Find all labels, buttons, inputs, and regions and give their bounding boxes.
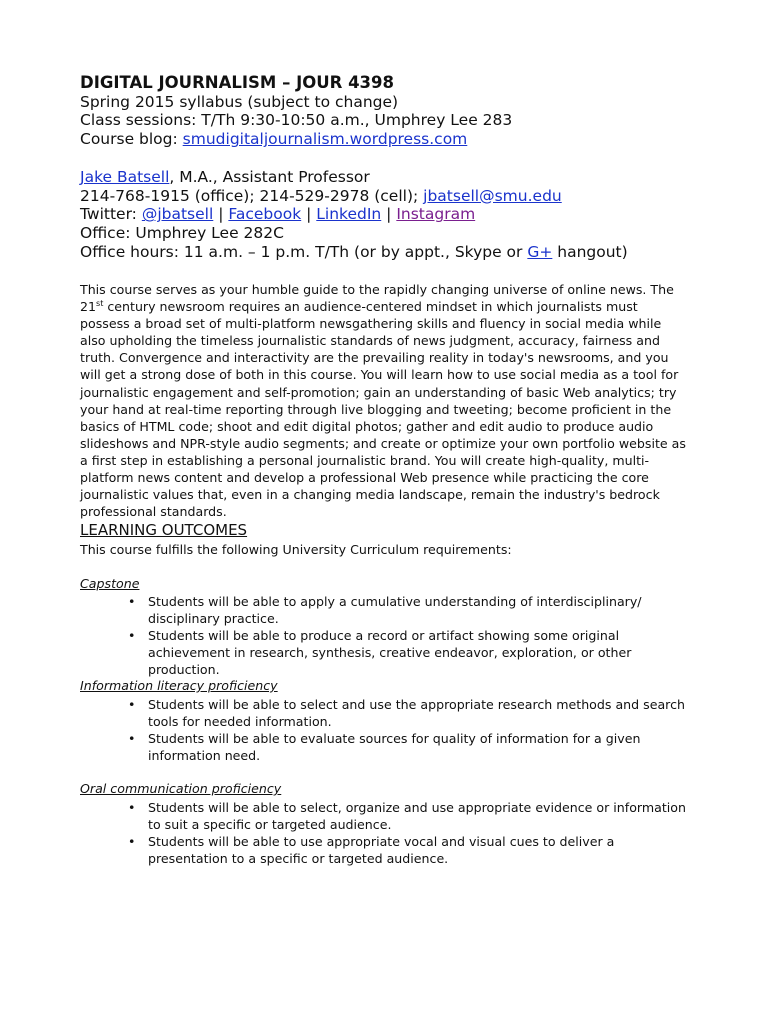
- office-hours-text: Office hours: 11 a.m. – 1 p.m. T/Th (or by appt., Skype or: [80, 242, 528, 261]
- linkedin-link[interactable]: LinkedIn: [316, 205, 382, 224]
- list-item-text: Students will be able to select, organize and use appropriate evidence or information to suit a specific or targeted audience.: [148, 800, 686, 833]
- list-item-text: Students will be able to select and use the appropriate research methods and search tools for needed information.: [148, 697, 685, 730]
- course-blog-line: [80, 130, 512, 149]
- twitter-link[interactable]: @jbatsell: [141, 205, 214, 224]
- course-title: DIGITAL JOURNALISM – JOUR 4398: [80, 73, 394, 92]
- twitter-label: Twitter:: [80, 205, 142, 224]
- social-links-line: [80, 205, 628, 224]
- list-item-text: Students will be able to evaluate sources for quality of information for a given information need.: [148, 731, 641, 764]
- learning-outcomes-heading-text: LEARNING OUTCOMES: [80, 521, 248, 539]
- instructor-title: , M.A., Assistant Professor: [169, 168, 370, 186]
- list-item: [128, 627, 690, 678]
- ordinal-superscript: st: [96, 298, 104, 308]
- capstone-list: [128, 593, 690, 678]
- capstone-subheading: Capstone: [80, 576, 140, 591]
- list-item: [128, 833, 690, 867]
- course-description-text-cont: century newsroom requires an audience-centered mindset in which journalists must possess a broad set of multi-platform newsgathering skills and fluency in social media while also upholding the timeless journalistic standards of news judgment, accuracy, fairness and truth. Convergence and interactivity are the prevailing reality in today's newsrooms, and you will get a strong dose of both in this course. You will learn how to use social media as a tool for journalistic engagement and self-promotion; gain an understanding of basic Web analytics; try your hand at real-time reporting through live blogging and tweeting; become proficient in the basics of HTML code; shoot and edit digital photos; gather and edit audio to produce audio slideshows and NPR-style audio segments; and create or optimize your own portfolio website as a first step in establishing a personal journalistic brand. You will create high-quality, multi-platform news content and develop a professional Web presence while practicing the core journalistic values that, even in a changing media landscape, remain the industry's bedrock professional standards.: [80, 299, 686, 520]
- phone-numbers: 214-768-1915 (office); 214-529-2978 (cell);: [80, 186, 424, 205]
- list-item-text: Students will be able to produce a record or artifact showing some original achievement in research, synthesis, creative endeavor, exploration, or other production.: [148, 628, 632, 678]
- office-hours-line: [80, 243, 628, 262]
- oral-communication-subheading: Oral communication proficiency: [80, 781, 282, 796]
- syllabus-header: [80, 74, 512, 149]
- term-line: Spring 2015 syllabus (subject to change): [80, 92, 399, 111]
- list-item: [128, 730, 690, 764]
- information-literacy-list: [128, 696, 690, 764]
- separator: |: [381, 205, 397, 224]
- list-item-text: Students will be able to use appropriate vocal and visual cues to deliver a presentation to a specific or targeted audience.: [148, 834, 615, 867]
- instructor-contact: [80, 168, 628, 262]
- email-link[interactable]: jbatsell@smu.edu: [423, 186, 562, 205]
- bullet-icon: •: [128, 697, 136, 712]
- bullet-icon: •: [128, 834, 136, 850]
- course-description-text: This course serves as your humble guide to the rapidly changing universe of online news. The 21: [80, 282, 674, 315]
- bullet-icon: •: [128, 628, 136, 644]
- instagram-link[interactable]: Instagram: [396, 205, 476, 224]
- course-blog-label: Course blog:: [80, 130, 183, 149]
- instructor-name-line: [80, 168, 628, 187]
- office-line: Office: Umphrey Lee 282C: [80, 224, 284, 243]
- learning-outcomes-heading: [80, 521, 247, 539]
- sessions-line: Class sessions: T/Th 9:30-10:50 a.m., Umphrey Lee 283: [80, 111, 513, 130]
- course-blog-link[interactable]: smudigitaljournalism.wordpress.com: [182, 130, 468, 149]
- bullet-icon: •: [128, 594, 136, 609]
- phone-email-line: [80, 187, 628, 206]
- bullet-icon: •: [128, 731, 136, 747]
- information-literacy-subheading: Information literacy proficiency: [80, 678, 278, 693]
- google-plus-link[interactable]: G+: [527, 242, 553, 261]
- bullet-icon: •: [128, 800, 136, 815]
- facebook-link[interactable]: Facebook: [228, 205, 302, 224]
- list-item: [128, 696, 690, 730]
- instructor-name-link[interactable]: Jake Batsell: [80, 168, 170, 186]
- learning-outcomes-intro: This course fulfills the following University Curriculum requirements:: [80, 542, 512, 557]
- separator: |: [301, 205, 317, 224]
- separator: |: [213, 205, 229, 224]
- list-item: [128, 799, 690, 833]
- list-item: [128, 593, 690, 627]
- oral-communication-list: [128, 799, 690, 867]
- course-description: [80, 281, 690, 520]
- list-item-text: Students will be able to apply a cumulative understanding of interdisciplinary/ disciplinary practice.: [148, 594, 642, 627]
- office-hours-suffix: hangout): [552, 242, 628, 261]
